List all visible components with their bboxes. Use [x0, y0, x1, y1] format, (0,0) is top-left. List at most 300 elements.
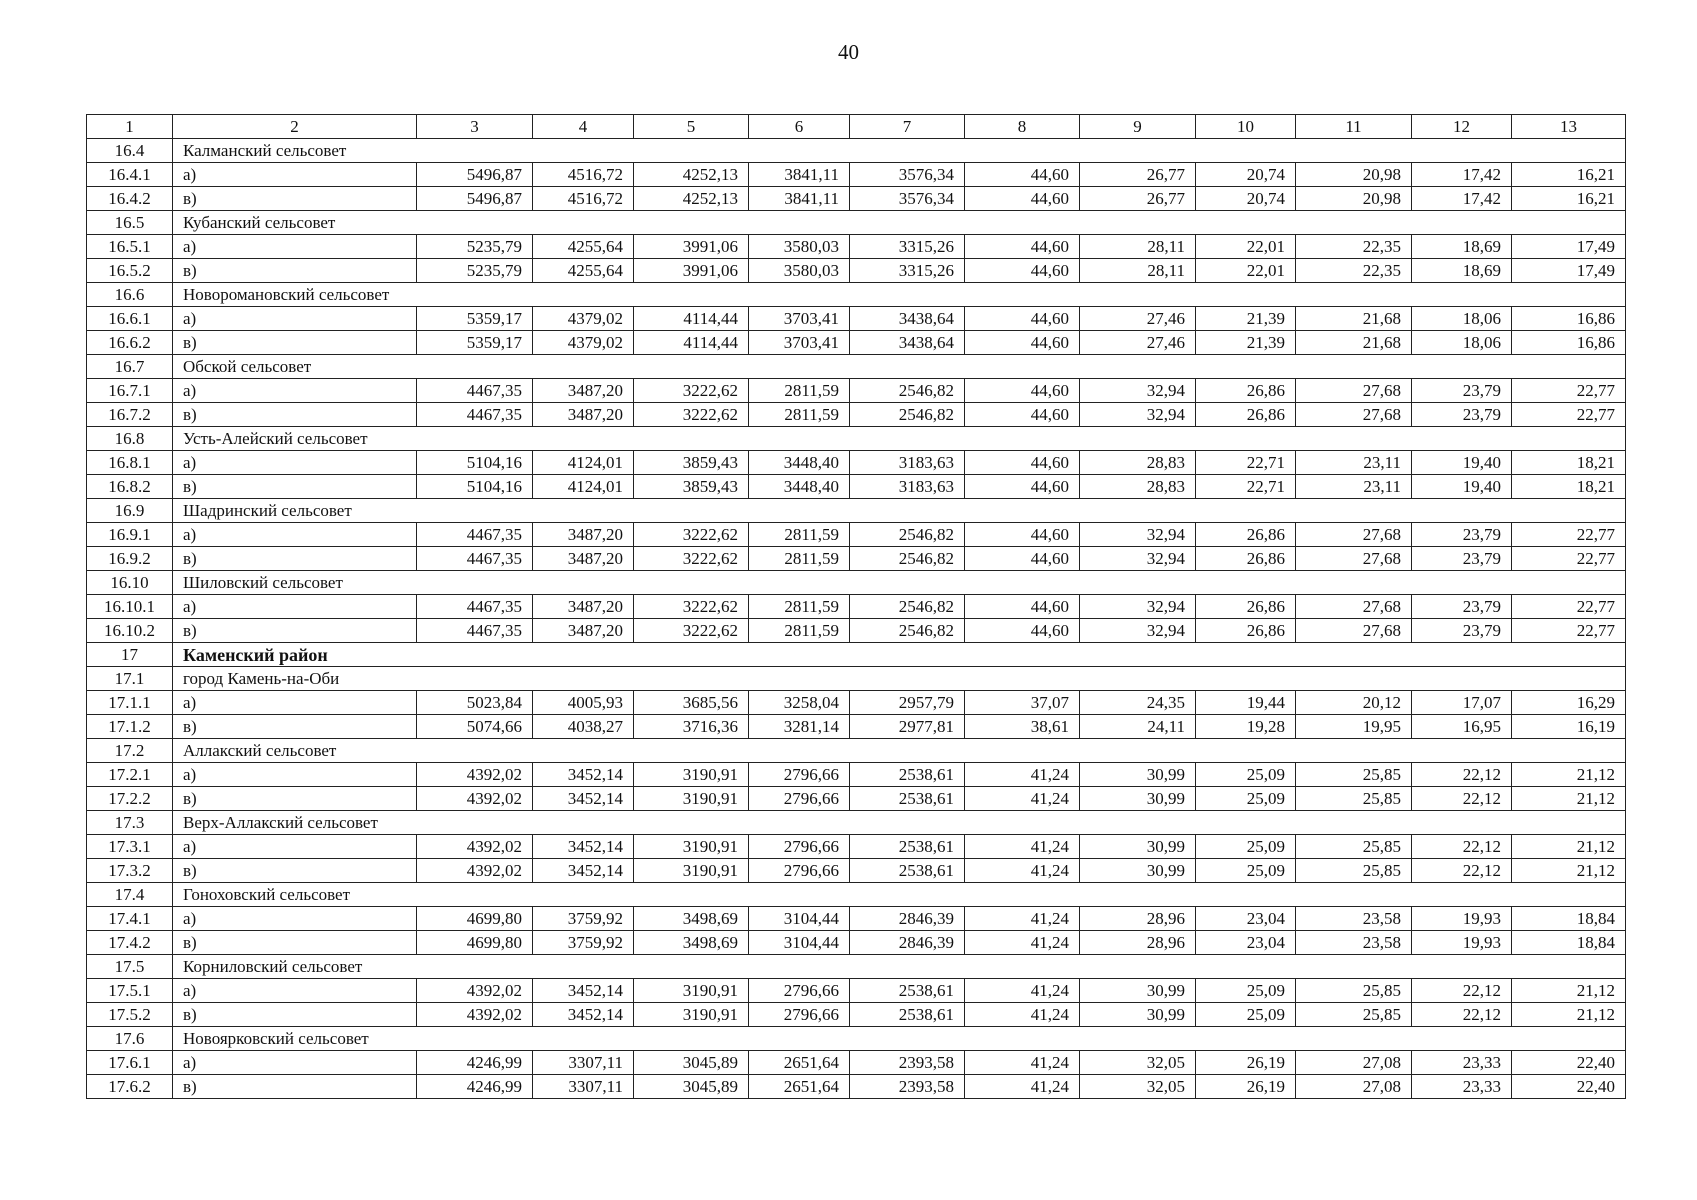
value-cell: 20,74	[1196, 163, 1296, 187]
column-number-header: 13	[1512, 115, 1626, 139]
table-row	[87, 259, 1626, 283]
value-cell: 4005,93	[533, 691, 634, 715]
value-cell: 3759,92	[533, 907, 634, 931]
section-number: 16.8	[87, 427, 173, 451]
value-cell: 25,85	[1296, 979, 1412, 1003]
column-number-header: 11	[1296, 115, 1412, 139]
value-cell: 3190,91	[634, 787, 749, 811]
value-cell: 19,28	[1196, 715, 1296, 739]
value-cell: 26,86	[1196, 379, 1296, 403]
value-cell: 3222,62	[634, 379, 749, 403]
value-cell: 26,19	[1196, 1051, 1296, 1075]
value-cell: 2651,64	[749, 1051, 850, 1075]
row-label: а)	[173, 307, 417, 331]
value-cell: 23,33	[1412, 1051, 1512, 1075]
value-cell: 23,58	[1296, 931, 1412, 955]
value-cell: 3222,62	[634, 619, 749, 643]
table-row	[87, 763, 1626, 787]
section-name: Шиловский сельсовет	[173, 571, 1626, 595]
value-cell: 44,60	[965, 475, 1080, 499]
value-cell: 4392,02	[417, 835, 533, 859]
section-row	[87, 1027, 1626, 1051]
value-cell: 22,40	[1512, 1075, 1626, 1099]
row-label: в)	[173, 1003, 417, 1027]
value-cell: 27,68	[1296, 595, 1412, 619]
row-label: в)	[173, 1075, 417, 1099]
value-cell: 5359,17	[417, 307, 533, 331]
value-cell: 19,40	[1412, 475, 1512, 499]
value-cell: 44,60	[965, 163, 1080, 187]
value-cell: 3448,40	[749, 451, 850, 475]
value-cell: 2796,66	[749, 979, 850, 1003]
value-cell: 22,77	[1512, 403, 1626, 427]
value-cell: 22,40	[1512, 1051, 1626, 1075]
section-number: 16.5	[87, 211, 173, 235]
value-cell: 3498,69	[634, 907, 749, 931]
section-number: 17.5	[87, 955, 173, 979]
value-cell: 4392,02	[417, 979, 533, 1003]
section-name: Новоярковский сельсовет	[173, 1027, 1626, 1051]
row-label: а)	[173, 1051, 417, 1075]
value-cell: 21,68	[1296, 307, 1412, 331]
value-cell: 25,85	[1296, 835, 1412, 859]
row-number: 16.10.2	[87, 619, 173, 643]
value-cell: 22,12	[1412, 763, 1512, 787]
value-cell: 19,95	[1296, 715, 1412, 739]
value-cell: 30,99	[1080, 1003, 1196, 1027]
value-cell: 22,77	[1512, 379, 1626, 403]
row-number: 16.5.2	[87, 259, 173, 283]
value-cell: 3045,89	[634, 1051, 749, 1075]
value-cell: 5496,87	[417, 187, 533, 211]
value-cell: 3258,04	[749, 691, 850, 715]
table-row	[87, 547, 1626, 571]
value-cell: 2811,59	[749, 403, 850, 427]
value-cell: 26,77	[1080, 187, 1196, 211]
section-name: Корниловский сельсовет	[173, 955, 1626, 979]
value-cell: 4246,99	[417, 1051, 533, 1075]
value-cell: 3448,40	[749, 475, 850, 499]
value-cell: 3452,14	[533, 763, 634, 787]
section-name: Усть-Алейский сельсовет	[173, 427, 1626, 451]
section-name: Калманский сельсовет	[173, 139, 1626, 163]
value-cell: 3487,20	[533, 547, 634, 571]
value-cell: 18,06	[1412, 331, 1512, 355]
column-number-header: 10	[1196, 115, 1296, 139]
value-cell: 2546,82	[850, 523, 965, 547]
value-cell: 26,86	[1196, 547, 1296, 571]
section-row	[87, 427, 1626, 451]
section-row	[87, 667, 1626, 691]
row-label: а)	[173, 451, 417, 475]
value-cell: 2538,61	[850, 1003, 965, 1027]
section-number: 17.3	[87, 811, 173, 835]
value-cell: 3307,11	[533, 1075, 634, 1099]
section-number: 17.1	[87, 667, 173, 691]
value-cell: 21,12	[1512, 979, 1626, 1003]
row-label: а)	[173, 979, 417, 1003]
value-cell: 16,29	[1512, 691, 1626, 715]
value-cell: 44,60	[965, 595, 1080, 619]
section-row	[87, 283, 1626, 307]
row-number: 17.2.1	[87, 763, 173, 787]
value-cell: 25,09	[1196, 979, 1296, 1003]
value-cell: 41,24	[965, 1003, 1080, 1027]
value-cell: 2546,82	[850, 619, 965, 643]
row-number: 17.3.1	[87, 835, 173, 859]
value-cell: 2957,79	[850, 691, 965, 715]
value-cell: 22,12	[1412, 979, 1512, 1003]
value-cell: 3307,11	[533, 1051, 634, 1075]
column-number-header-row	[87, 115, 1626, 139]
value-cell: 3487,20	[533, 619, 634, 643]
value-cell: 25,09	[1196, 1003, 1296, 1027]
value-cell: 44,60	[965, 331, 1080, 355]
row-label: а)	[173, 163, 417, 187]
table-row	[87, 403, 1626, 427]
value-cell: 4255,64	[533, 259, 634, 283]
value-cell: 22,01	[1196, 235, 1296, 259]
column-number-header: 12	[1412, 115, 1512, 139]
row-label: в)	[173, 475, 417, 499]
value-cell: 3452,14	[533, 835, 634, 859]
value-cell: 44,60	[965, 235, 1080, 259]
value-cell: 3222,62	[634, 523, 749, 547]
value-cell: 3580,03	[749, 259, 850, 283]
value-cell: 41,24	[965, 835, 1080, 859]
value-cell: 3281,14	[749, 715, 850, 739]
value-cell: 3498,69	[634, 931, 749, 955]
value-cell: 3580,03	[749, 235, 850, 259]
value-cell: 32,94	[1080, 379, 1196, 403]
row-number: 16.8.2	[87, 475, 173, 499]
value-cell: 3452,14	[533, 859, 634, 883]
value-cell: 25,85	[1296, 787, 1412, 811]
value-cell: 5104,16	[417, 475, 533, 499]
row-number: 16.9.2	[87, 547, 173, 571]
value-cell: 22,35	[1296, 235, 1412, 259]
section-name: Шадринский сельсовет	[173, 499, 1626, 523]
value-cell: 21,12	[1512, 835, 1626, 859]
row-label: в)	[173, 187, 417, 211]
table-row	[87, 523, 1626, 547]
row-number: 16.7.2	[87, 403, 173, 427]
value-cell: 5235,79	[417, 235, 533, 259]
value-cell: 2811,59	[749, 547, 850, 571]
section-name: Гоноховский сельсовет	[173, 883, 1626, 907]
value-cell: 41,24	[965, 1051, 1080, 1075]
value-cell: 3104,44	[749, 907, 850, 931]
table-row	[87, 1051, 1626, 1075]
value-cell: 3315,26	[850, 235, 965, 259]
value-cell: 22,12	[1412, 787, 1512, 811]
value-cell: 2538,61	[850, 763, 965, 787]
value-cell: 22,77	[1512, 595, 1626, 619]
value-cell: 2796,66	[749, 787, 850, 811]
table-row	[87, 859, 1626, 883]
value-cell: 4516,72	[533, 163, 634, 187]
value-cell: 21,12	[1512, 1003, 1626, 1027]
value-cell: 27,68	[1296, 403, 1412, 427]
value-cell: 23,79	[1412, 523, 1512, 547]
value-cell: 22,12	[1412, 1003, 1512, 1027]
value-cell: 32,94	[1080, 619, 1196, 643]
value-cell: 3487,20	[533, 595, 634, 619]
value-cell: 30,99	[1080, 979, 1196, 1003]
value-cell: 18,69	[1412, 235, 1512, 259]
section-number: 17.6	[87, 1027, 173, 1051]
value-cell: 4392,02	[417, 859, 533, 883]
column-number-header: 1	[87, 115, 173, 139]
value-cell: 16,21	[1512, 187, 1626, 211]
value-cell: 3685,56	[634, 691, 749, 715]
row-number: 17.6.1	[87, 1051, 173, 1075]
section-row	[87, 139, 1626, 163]
section-name: Аллакский сельсовет	[173, 739, 1626, 763]
value-cell: 21,39	[1196, 331, 1296, 355]
district-number: 17	[87, 643, 173, 667]
value-cell: 23,79	[1412, 379, 1512, 403]
value-cell: 22,12	[1412, 859, 1512, 883]
value-cell: 3315,26	[850, 259, 965, 283]
value-cell: 3576,34	[850, 187, 965, 211]
value-cell: 44,60	[965, 451, 1080, 475]
value-cell: 2796,66	[749, 859, 850, 883]
column-number-header: 7	[850, 115, 965, 139]
value-cell: 44,60	[965, 619, 1080, 643]
value-cell: 2538,61	[850, 979, 965, 1003]
column-number-header: 2	[173, 115, 417, 139]
value-cell: 16,86	[1512, 307, 1626, 331]
row-label: в)	[173, 547, 417, 571]
value-cell: 41,24	[965, 859, 1080, 883]
value-cell: 23,58	[1296, 907, 1412, 931]
value-cell: 16,95	[1412, 715, 1512, 739]
section-number: 16.7	[87, 355, 173, 379]
section-number: 17.4	[87, 883, 173, 907]
value-cell: 3841,11	[749, 187, 850, 211]
value-cell: 5104,16	[417, 451, 533, 475]
value-cell: 24,35	[1080, 691, 1196, 715]
value-cell: 5074,66	[417, 715, 533, 739]
value-cell: 3452,14	[533, 1003, 634, 1027]
row-number: 16.9.1	[87, 523, 173, 547]
value-cell: 4467,35	[417, 403, 533, 427]
value-cell: 23,79	[1412, 595, 1512, 619]
section-number: 16.4	[87, 139, 173, 163]
value-cell: 2811,59	[749, 379, 850, 403]
section-number: 17.2	[87, 739, 173, 763]
value-cell: 2546,82	[850, 547, 965, 571]
section-row	[87, 955, 1626, 979]
row-number: 17.3.2	[87, 859, 173, 883]
value-cell: 19,44	[1196, 691, 1296, 715]
value-cell: 27,68	[1296, 379, 1412, 403]
value-cell: 41,24	[965, 763, 1080, 787]
row-label: в)	[173, 403, 417, 427]
section-row	[87, 499, 1626, 523]
value-cell: 30,99	[1080, 859, 1196, 883]
value-cell: 4255,64	[533, 235, 634, 259]
table-row	[87, 1075, 1626, 1099]
value-cell: 3991,06	[634, 235, 749, 259]
table-row	[87, 379, 1626, 403]
value-cell: 20,12	[1296, 691, 1412, 715]
row-number: 16.4.2	[87, 187, 173, 211]
value-cell: 18,21	[1512, 451, 1626, 475]
row-label: а)	[173, 379, 417, 403]
value-cell: 3841,11	[749, 163, 850, 187]
value-cell: 3703,41	[749, 331, 850, 355]
value-cell: 4114,44	[634, 331, 749, 355]
value-cell: 25,09	[1196, 859, 1296, 883]
value-cell: 32,94	[1080, 547, 1196, 571]
row-label: а)	[173, 907, 417, 931]
row-number: 17.4.1	[87, 907, 173, 931]
value-cell: 26,19	[1196, 1075, 1296, 1099]
section-row	[87, 571, 1626, 595]
section-number: 16.10	[87, 571, 173, 595]
value-cell: 23,33	[1412, 1075, 1512, 1099]
table-row	[87, 451, 1626, 475]
value-cell: 3222,62	[634, 547, 749, 571]
value-cell: 23,04	[1196, 907, 1296, 931]
value-cell: 41,24	[965, 907, 1080, 931]
value-cell: 22,77	[1512, 547, 1626, 571]
value-cell: 4379,02	[533, 331, 634, 355]
table-row	[87, 787, 1626, 811]
value-cell: 22,71	[1196, 451, 1296, 475]
value-cell: 41,24	[965, 1075, 1080, 1099]
value-cell: 2651,64	[749, 1075, 850, 1099]
value-cell: 22,71	[1196, 475, 1296, 499]
row-number: 17.4.2	[87, 931, 173, 955]
value-cell: 4114,44	[634, 307, 749, 331]
value-cell: 38,61	[965, 715, 1080, 739]
value-cell: 17,42	[1412, 163, 1512, 187]
value-cell: 28,96	[1080, 907, 1196, 931]
value-cell: 25,09	[1196, 763, 1296, 787]
value-cell: 4467,35	[417, 547, 533, 571]
value-cell: 27,68	[1296, 547, 1412, 571]
value-cell: 4516,72	[533, 187, 634, 211]
row-number: 17.2.2	[87, 787, 173, 811]
table-row	[87, 475, 1626, 499]
value-cell: 18,21	[1512, 475, 1626, 499]
value-cell: 4252,13	[634, 187, 749, 211]
value-cell: 4252,13	[634, 163, 749, 187]
value-cell: 23,11	[1296, 475, 1412, 499]
value-cell: 2811,59	[749, 523, 850, 547]
row-label: а)	[173, 835, 417, 859]
value-cell: 22,77	[1512, 619, 1626, 643]
value-cell: 26,86	[1196, 403, 1296, 427]
value-cell: 32,94	[1080, 403, 1196, 427]
row-number: 16.6.1	[87, 307, 173, 331]
page-number: 40	[838, 40, 859, 64]
column-number-header: 5	[634, 115, 749, 139]
value-cell: 26,86	[1196, 523, 1296, 547]
value-cell: 3222,62	[634, 403, 749, 427]
value-cell: 32,05	[1080, 1075, 1196, 1099]
column-number-header: 9	[1080, 115, 1196, 139]
value-cell: 3759,92	[533, 931, 634, 955]
value-cell: 3183,63	[850, 475, 965, 499]
row-number: 17.6.2	[87, 1075, 173, 1099]
value-cell: 17,49	[1512, 235, 1626, 259]
value-cell: 25,85	[1296, 763, 1412, 787]
value-cell: 4246,99	[417, 1075, 533, 1099]
value-cell: 18,84	[1512, 907, 1626, 931]
value-cell: 41,24	[965, 931, 1080, 955]
value-cell: 41,24	[965, 787, 1080, 811]
row-number: 17.1.2	[87, 715, 173, 739]
value-cell: 23,11	[1296, 451, 1412, 475]
value-cell: 23,79	[1412, 547, 1512, 571]
section-row	[87, 811, 1626, 835]
value-cell: 2393,58	[850, 1075, 965, 1099]
value-cell: 3190,91	[634, 979, 749, 1003]
value-cell: 3438,64	[850, 331, 965, 355]
row-label: а)	[173, 235, 417, 259]
value-cell: 5496,87	[417, 163, 533, 187]
section-row	[87, 739, 1626, 763]
section-row	[87, 883, 1626, 907]
value-cell: 27,08	[1296, 1051, 1412, 1075]
table-row	[87, 835, 1626, 859]
section-row	[87, 211, 1626, 235]
table-row	[87, 331, 1626, 355]
value-cell: 17,07	[1412, 691, 1512, 715]
value-cell: 4467,35	[417, 619, 533, 643]
value-cell: 3576,34	[850, 163, 965, 187]
value-cell: 25,09	[1196, 787, 1296, 811]
value-cell: 3487,20	[533, 379, 634, 403]
value-cell: 4699,80	[417, 907, 533, 931]
value-cell: 4467,35	[417, 523, 533, 547]
table-row	[87, 307, 1626, 331]
value-cell: 17,42	[1412, 187, 1512, 211]
value-cell: 3104,44	[749, 931, 850, 955]
value-cell: 19,93	[1412, 907, 1512, 931]
value-cell: 2796,66	[749, 1003, 850, 1027]
value-cell: 16,21	[1512, 163, 1626, 187]
row-label: а)	[173, 595, 417, 619]
value-cell: 2977,81	[850, 715, 965, 739]
value-cell: 2546,82	[850, 595, 965, 619]
value-cell: 41,24	[965, 979, 1080, 1003]
value-cell: 23,04	[1196, 931, 1296, 955]
value-cell: 3859,43	[634, 475, 749, 499]
value-cell: 44,60	[965, 259, 1080, 283]
value-cell: 28,11	[1080, 235, 1196, 259]
value-cell: 21,12	[1512, 859, 1626, 883]
value-cell: 18,69	[1412, 259, 1512, 283]
row-number: 16.10.1	[87, 595, 173, 619]
row-number: 16.5.1	[87, 235, 173, 259]
value-cell: 5359,17	[417, 331, 533, 355]
value-cell: 20,98	[1296, 163, 1412, 187]
value-cell: 44,60	[965, 187, 1080, 211]
value-cell: 20,98	[1296, 187, 1412, 211]
table-row	[87, 187, 1626, 211]
value-cell: 28,83	[1080, 451, 1196, 475]
value-cell: 2796,66	[749, 835, 850, 859]
value-cell: 32,94	[1080, 523, 1196, 547]
value-cell: 2796,66	[749, 763, 850, 787]
table-row	[87, 1003, 1626, 1027]
row-number: 16.4.1	[87, 163, 173, 187]
